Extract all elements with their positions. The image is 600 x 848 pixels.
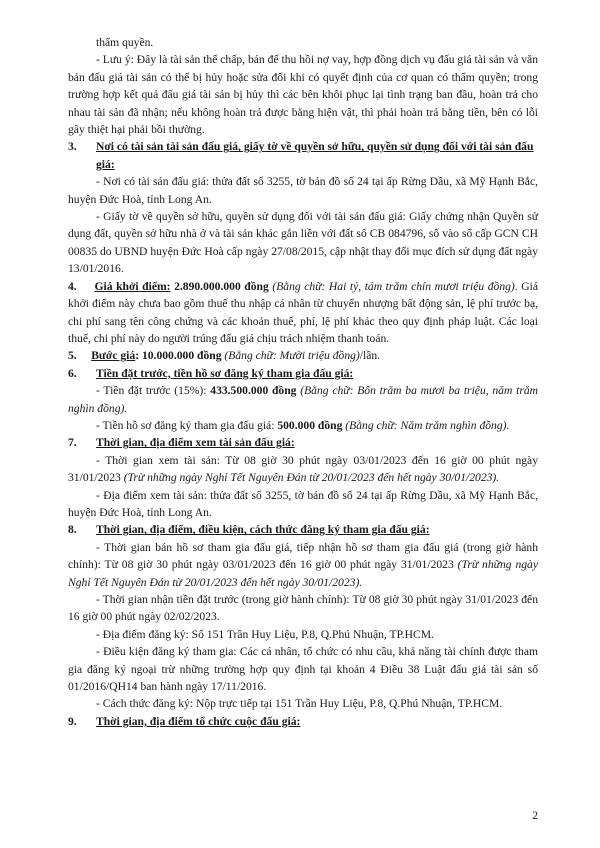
bid-increment-unit: /lần. xyxy=(359,349,381,363)
application-time-paragraph xyxy=(68,539,538,591)
viewing-time-text: - Thời gian xem tài sản: Từ 08 giờ 30 phút ngày 03/01/2023 đến 16 giờ 00 phút ngày 31/01/2023 xyxy=(68,453,538,485)
holiday-note: (Trừ những ngày Nghỉ Tết Nguyên Đán từ 20/01/2023 đến hết ngày 30/01/2023). xyxy=(68,558,538,589)
deposit-amount: 433.500.000 đồng xyxy=(210,384,297,398)
section-title: Tiền đặt trước, tiền hồ sơ đăng ký tham gia đấu giá: xyxy=(96,366,354,380)
section-number: 3. xyxy=(68,140,77,154)
application-fee-paragraph xyxy=(68,417,538,434)
section-title: Nơi có tài sản tài sản đấu giá, giấy tờ về quyền sở hữu, quyền sử dụng đối với tài sản đấu giá: xyxy=(96,140,534,171)
starting-price-note: . Giá khởi điểm này chưa bao gồm thuế thu nhập cá nhân từ chuyển nhượng bất động sản, lệ phí trước bạ, chi phí sang tên công chứng và các khoản thuế, phí, lệ phí khác theo quy định pháp luật. Các loại thuế, chi phí này do người trúng đấu giá chịu trách nhiệm thanh toán. xyxy=(68,279,538,345)
starting-price-words: (Bằng chữ: Hai tỷ, tám trăm chín mươi triệu đồng) xyxy=(272,279,515,293)
section-6-heading xyxy=(68,365,538,382)
deposit-time-paragraph: - Thời gian nhận tiền đặt trước (trong giờ hành chính): Từ 08 giờ 30 phút ngày 31/01/2023 đến 16 giờ 00 phút ngày 02/02/2023. xyxy=(68,593,538,624)
application-time-text: - Thời gian bán hồ sơ tham gia đấu giá, tiếp nhận hồ sơ tham gia đấu giá (trong giờ hành chính): Từ 08 giờ 30 phút ngày 03/01/2023 đến 16 giờ 00 phút ngày 31/01/2023 xyxy=(68,540,538,572)
note-paragraph: - Lưu ý: Đây là tài sản thế chấp, bán để thu hồi nợ vay, hợp đồng dịch vụ đấu giá tài sản và văn bản đấu giá tài sản có thể bị hủy hoặc sửa đổi khi có quyết định của cơ quan có thẩm quyền; trong trường hợp kết quả đấu giá tài sản bị hủy thì các bên khôi phục lại tình trạng ban đầu, hoàn trả cho nhau tài sản đã nhận; nếu không hoàn trả được bằng hiện vật, thì phải hoàn trả bằng tiền, bên có lỗi gây thiệt hại phải bồi thường. xyxy=(68,53,538,137)
registration-location-paragraph: - Địa điểm đăng ký: Số 151 Trần Huy Liệu, P.8, Q.Phú Nhuận, TP.HCM. xyxy=(96,627,434,641)
registration-conditions-paragraph: - Điều kiện đăng ký tham gia: Các cá nhân, tổ chức có nhu cầu, khả năng tài chính được tham gia đăng ký ngoại trừ những trường hợp quy định tại khoản 4 Điều 38 Luật đấu giá tài sản số 01/2016/QH14 ban hành ngày 17/11/2016. xyxy=(68,645,538,694)
deposit-label: - Tiền đặt trước (15%): xyxy=(96,384,211,398)
asset-location-paragraph: - Nơi có tài sản đấu giá: thửa đất số 3255, tờ bản đồ số 24 tại ấp Rừng Dầu, xã Mỹ Hạnh Bắc, huyện Đức Hoà, tỉnh Long An. xyxy=(68,175,538,206)
section-title: Thời gian, địa điểm xem tài sản đấu giá: xyxy=(96,436,295,450)
section-7-heading xyxy=(68,434,538,451)
bid-increment: : 10.000.000 đồng xyxy=(135,349,225,363)
section-title: Giá khởi điểm: xyxy=(94,279,171,293)
viewing-time-paragraph xyxy=(68,452,538,487)
section-4-paragraph xyxy=(68,278,538,348)
section-5-paragraph xyxy=(68,347,538,364)
registration-method-paragraph: - Cách thức đăng ký: Nộp trực tiếp tại 151 Trần Huy Liệu, P.8, Q.Phú Nhuận, TP.HCM. xyxy=(96,697,503,711)
section-number: 6. xyxy=(68,366,77,380)
section-title: Thời gian, địa điểm, điều kiện, cách thức đăng ký tham gia đấu giá: xyxy=(96,523,430,537)
section-8-heading xyxy=(68,521,538,538)
section-number: 8. xyxy=(68,523,77,537)
section-number: 5. xyxy=(68,349,77,363)
section-number: 7. xyxy=(68,436,77,450)
paragraph-continuation: thẩm quyền. xyxy=(96,36,154,49)
section-9-heading xyxy=(68,713,538,730)
viewing-location-paragraph: - Địa điểm xem tài sản: thửa đất số 3255, tờ bản đồ số 24 tại ấp Rừng Dầu, xã Mỹ Hạnh Bắc, huyện Đức Hoà, tỉnh Long An. xyxy=(68,488,538,519)
deposit-words: (Bằng chữ: Bốn trăm ba mươi ba triệu, năm trăm nghìn đồng). xyxy=(68,384,539,415)
section-title: Bước giá xyxy=(91,349,136,363)
deposit-paragraph xyxy=(68,382,538,417)
section-number: 4. xyxy=(68,279,77,293)
holiday-note: (Trừ những ngày Nghỉ Tết Nguyên Đán từ 20/01/2023 đến hết ngày 30/01/2023). xyxy=(123,471,500,485)
page-number: 2 xyxy=(532,808,538,822)
ownership-documents-paragraph: - Giấy tờ về quyền sở hữu, quyền sử dụng đối với tài sản đấu giá: Giấy chứng nhận Quyền sử dụng đất, quyền sở hữu nhà ở và tài sản khác gắn liền với đất số CB 084796, số vào sổ cấp GCN CH 00835 do UBND huyện Đức Hoà cấp ngày 27/08/2015, cập nhật thay đổi mục đích sử dụng đất ngày 13/01/2016. xyxy=(68,210,538,276)
fee-amount: 500.000 đồng xyxy=(277,418,343,432)
section-3-heading xyxy=(68,138,538,173)
starting-price: 2.890.000.000 đồng xyxy=(170,279,273,293)
bid-increment-words: (Bằng chữ: Mười triệu đồng) xyxy=(224,349,360,363)
fee-words: (Bằng chữ: Năm trăm nghìn đồng). xyxy=(342,418,510,432)
section-number: 9. xyxy=(68,714,77,728)
fee-label: - Tiền hồ sơ đăng ký tham gia đấu giá: xyxy=(96,418,278,432)
section-title: Thời gian, địa điểm tổ chức cuộc đấu giá: xyxy=(96,714,301,728)
